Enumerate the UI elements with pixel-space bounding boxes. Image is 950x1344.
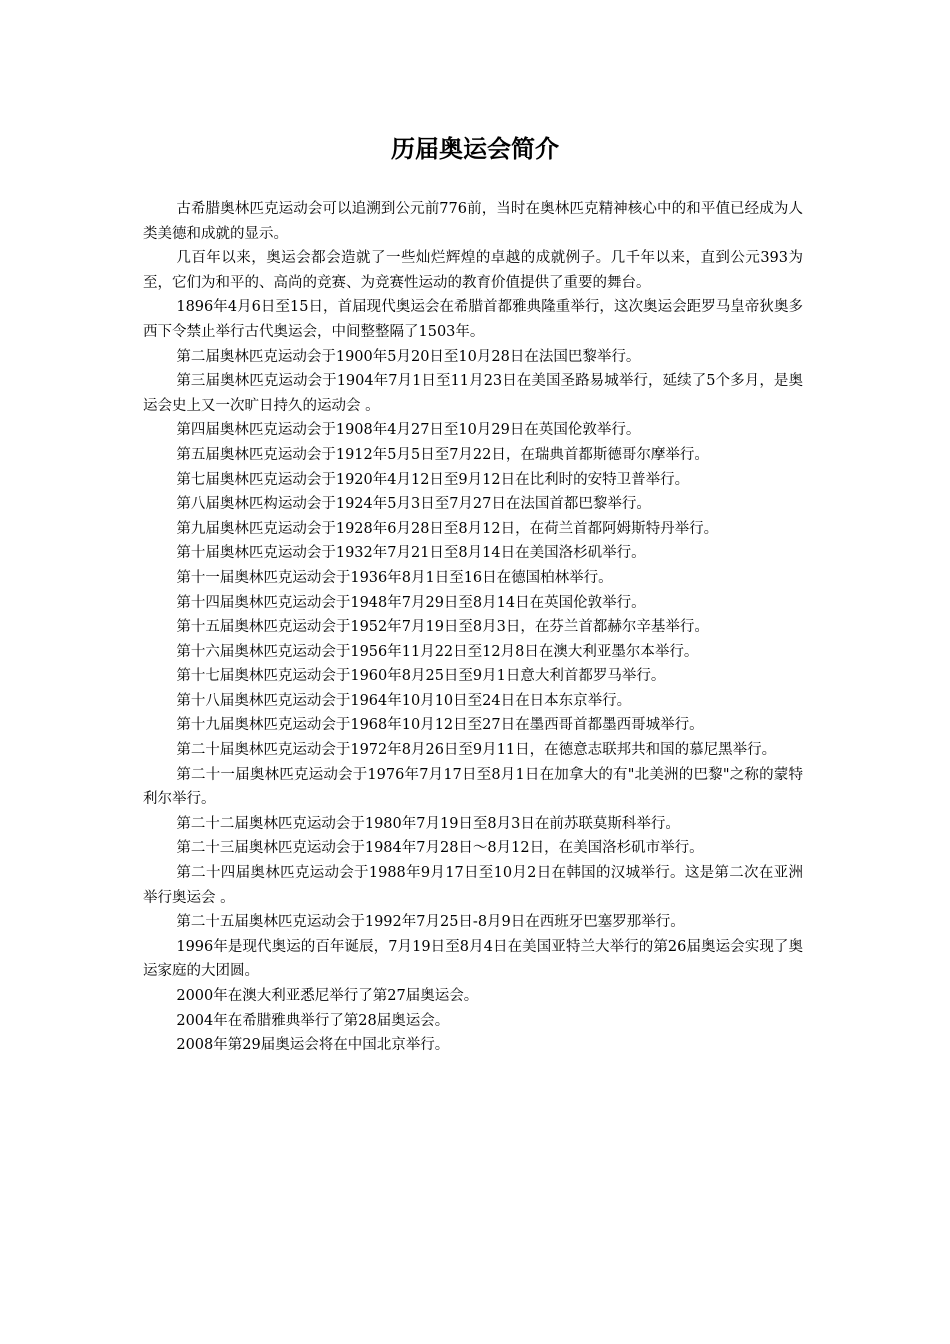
paragraph: 第十一届奥林匹克运动会于1936年8月1日至16日在德国柏林举行。 xyxy=(176,569,613,586)
paragraph: 第十六届奥林匹克运动会于1956年11月22日至12月8日在澳大利亚墨尔本举行。 xyxy=(176,643,699,660)
paragraph: 2000年在澳大利亚悉尼举行了第27届奥运会。 xyxy=(176,988,479,1004)
paragraph: 2004年在希腊雅典举行了第28届奥运会。 xyxy=(176,1012,450,1029)
paragraph: 第二十三届奥林匹克运动会于1984年7月28日～8月12日，在美国洛杉矶市举行。 xyxy=(176,840,704,857)
paragraph: 第十七届奥林匹克运动会于1960年8月25日至9月1日意大利首都罗马举行。 xyxy=(176,668,666,685)
document-body xyxy=(143,197,803,1058)
paragraph: 1896年4月6日至15日，首届现代奥运会在希腊首都雅典隆重举行，这次奥运会距罗马皇帝狄奥多西下令禁止举行古代奥运会，中间整整隔了1503年。 xyxy=(143,299,803,340)
paragraph: 第十九届奥林匹克运动会于1968年10月12日至27日在墨西哥首都墨西哥城举行。 xyxy=(176,717,704,734)
paragraph: 第五届奥林匹克运动会于1912年5月5日至7月22日，在瑞典首都斯德哥尔摩举行。 xyxy=(176,446,709,463)
paragraph: 第十五届奥林匹克运动会于1952年7月19日至8月3日，在芬兰首都赫尔辛基举行。 xyxy=(176,619,709,636)
paragraph: 第二十二届奥林匹克运动会于1980年7月19日至8月3日在前苏联莫斯科举行。 xyxy=(176,815,680,832)
paragraph: 第七届奥林匹克运动会于1920年4月12日至9月12日在比利时的安特卫普举行。 xyxy=(176,471,690,488)
paragraph: 第二十四届奥林匹克运动会于1988年9月17日至10月2日在韩国的汉城举行。这是第二次在亚洲举行奥运会 。 xyxy=(143,865,803,906)
document-title: 历届奥运会简介 xyxy=(391,134,559,163)
paragraph: 第四届奥林匹克运动会于1908年4月27日至10月29日在英国伦敦举行。 xyxy=(176,422,641,439)
paragraph: 古希腊奥林匹克运动会可以追溯到公元前776前，当时在奥林匹克精神核心中的和平值已经成为人类美德和成就的显示。 xyxy=(143,201,803,242)
paragraph: 几百年以来，奥运会都会造就了一些灿烂辉煌的卓越的成就例子。几千年以来，直到公元393为至，它们为和平的、高尚的竞赛、为竞赛性运动的教育价值提供了重要的舞台。 xyxy=(143,250,803,291)
paragraph: 第二十五届奥林匹克运动会于1992年7月25日-8月9日在西班牙巴塞罗那举行。 xyxy=(176,914,685,931)
paragraph: 第九届奥林匹克运动会于1928年6月28日至8月12日，在荷兰首都阿姆斯特丹举行。 xyxy=(176,520,719,537)
paragraph: 第十届奥林匹克运动会于1932年7月21日至8月14日在美国洛杉矶举行。 xyxy=(176,545,646,562)
paragraph: 第二十届奥林匹克运动会于1972年8月26日至9月11日，在德意志联邦共和国的慕尼黑举行。 xyxy=(176,742,777,759)
paragraph: 第八届奥林匹构运动会于1924年5月3日至7月27日在法国首都巴黎举行。 xyxy=(176,496,651,513)
paragraph: 第二十一届奥林匹克运动会于1976年7月17日至8月1日在加拿大的有"北美洲的巴黎"之称的蒙特利尔举行。 xyxy=(143,766,803,808)
paragraph: 2008年第29届奥运会将在中国北京举行。 xyxy=(176,1037,450,1054)
paragraph: 1996年是现代奥运的百年诞辰，7月19日至8月4日在美国亚特兰大举行的第26届奥运会实现了奥运家庭的大团圆。 xyxy=(143,938,803,980)
paragraph: 第三届奥林匹克运动会于1904年7月1日至11月23日在美国圣路易城举行，延续了5个多月，是奥运会史上又一次旷日持久的运动会 。 xyxy=(143,373,803,414)
paragraph: 第十四届奥林匹克运动会于1948年7月29日至8月14日在英国伦敦举行。 xyxy=(176,594,646,611)
paragraph: 第十八届奥林匹克运动会于1964年10月10日至24日在日本东京举行。 xyxy=(176,692,632,709)
paragraph: 第二届奥林匹克运动会于1900年5月20日至10月28日在法国巴黎举行。 xyxy=(176,348,641,365)
